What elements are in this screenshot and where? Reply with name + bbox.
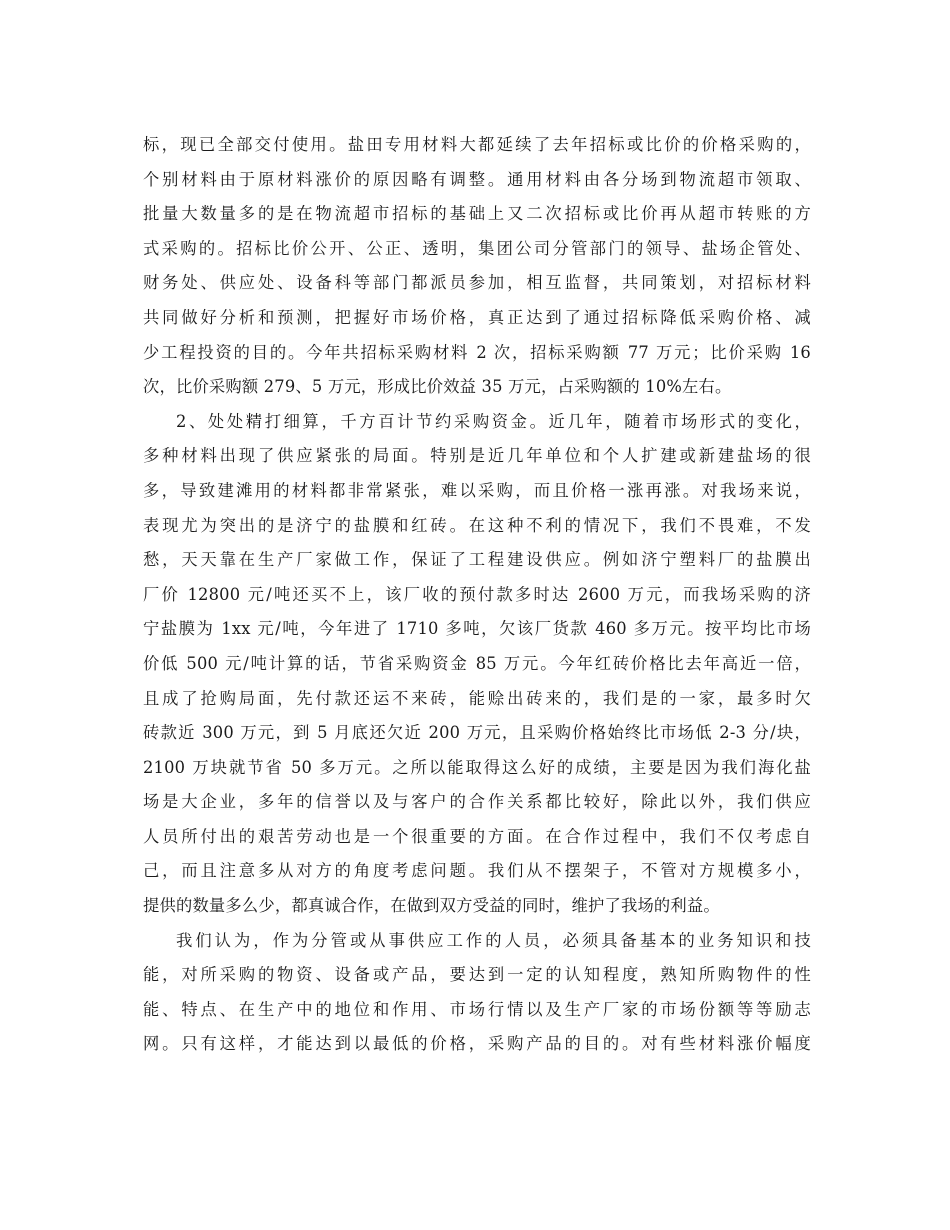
text-line: 网。只有这样，才能达到以最低的价格，采购产品的目的。对有些材料涨价幅度 bbox=[143, 1034, 811, 1054]
paragraph-procurement-bidding bbox=[143, 128, 811, 405]
text-line: 次，比价采购额 279、5 万元，形成比价效益 35 万元，占采购额的 10%左右。 bbox=[143, 377, 732, 397]
text-line: 能，对所采购的物资、设备或产品，要达到一定的认知程度，熟知所购物件的性 bbox=[143, 965, 811, 985]
text-line: 人员所付出的艰苦劳动也是一个很重要的方面。在合作过程中，我们不仅考虑自 bbox=[143, 826, 811, 846]
text-line: 厂价 12800 元/吨还买不上，该厂收的预付款多时达 2600 万元，而我场采购的济 bbox=[143, 584, 811, 604]
text-line: 少工程投资的目的。今年共招标采购材料 2 次，招标采购额 77 万元；比价采购 16 bbox=[143, 342, 811, 362]
text-line: 宁盐膜为 1xx 元/吨，今年进了 1710 多吨，欠该厂货款 460 多万元。按平均比市场 bbox=[143, 619, 811, 639]
text-line: 提供的数量多么少，都真诚合作，在做到双方受益的同时，维护了我场的利益。 bbox=[143, 896, 720, 916]
text-line: 价低 500 元/吨计算的话，节省采购资金 85 万元。今年红砖价格比去年高近一倍， bbox=[143, 653, 811, 673]
text-line: 多，导致建滩用的材料都非常紧张，难以采购，而且价格一涨再涨。对我场来说， bbox=[143, 480, 811, 500]
text-line: 财务处、供应处、设备科等部门都派员参加，相互监督，共同策划，对招标材料 bbox=[143, 273, 811, 293]
text-line: 我们认为，作为分管或从事供应工作的人员，必须具备基本的业务知识和技 bbox=[176, 930, 811, 950]
text-line: 2100 万块就节省 50 多万元。之所以能取得这么好的成绩，主要是因为我们海化盐 bbox=[143, 757, 811, 777]
text-line: 个别材料由于原材料涨价的原因略有调整。通用材料由各分场到物流超市领取、 bbox=[143, 169, 811, 189]
text-line: 能、特点、在生产中的地位和作用、市场行情以及生产厂家的市场份额等等励志 bbox=[143, 999, 811, 1019]
text-line: 表现尤为突出的是济宁的盐膜和红砖。在这种不利的情况下，我们不畏难，不发 bbox=[143, 515, 811, 535]
text-line: 标，现已全部交付使用。盐田专用材料大都延续了去年招标或比价的价格采购的， bbox=[143, 135, 811, 154]
text-line: 共同做好分析和预测，把握好市场价格，真正达到了通过招标降低采购价格、减 bbox=[143, 307, 811, 327]
text-line: 砖款近 300 万元，到 5 月底还欠近 200 万元，且采购价格始终比市场低 2-3 分/块， bbox=[143, 723, 811, 743]
document-page bbox=[143, 128, 811, 1062]
text-line: 2、处处精打细算，千方百计节约采购资金。近几年，随着市场形式的变化， bbox=[176, 411, 811, 431]
text-line: 式采购的。招标比价公开、公正、透明，集团公司分管部门的领导、盐场企管处、 bbox=[143, 238, 811, 258]
text-line: 己，而且注意多从对方的角度考虑问题。我们从不摆架子，不管对方规模多小， bbox=[143, 861, 811, 881]
text-line: 场是大企业，多年的信誉以及与客户的合作关系都比较好，除此以外，我们供应 bbox=[143, 792, 811, 812]
text-line: 且成了抢购局面，先付款还运不来砖，能赊出砖来的，我们是的一家，最多时欠 bbox=[143, 688, 811, 708]
text-line: 批量大数量多的是在物流超市招标的基础上又二次招标或比价再从超市转账的方 bbox=[143, 204, 811, 224]
text-line: 多种材料出现了供应紧张的局面。特别是近几年单位和个人扩建或新建盐场的很 bbox=[143, 446, 811, 466]
paragraph-staff-knowledge bbox=[143, 924, 811, 1062]
paragraph-cost-saving bbox=[143, 405, 811, 924]
text-line: 愁，天天靠在生产厂家做工作，保证了工程建设供应。例如济宁塑料厂的盐膜出 bbox=[143, 550, 811, 570]
